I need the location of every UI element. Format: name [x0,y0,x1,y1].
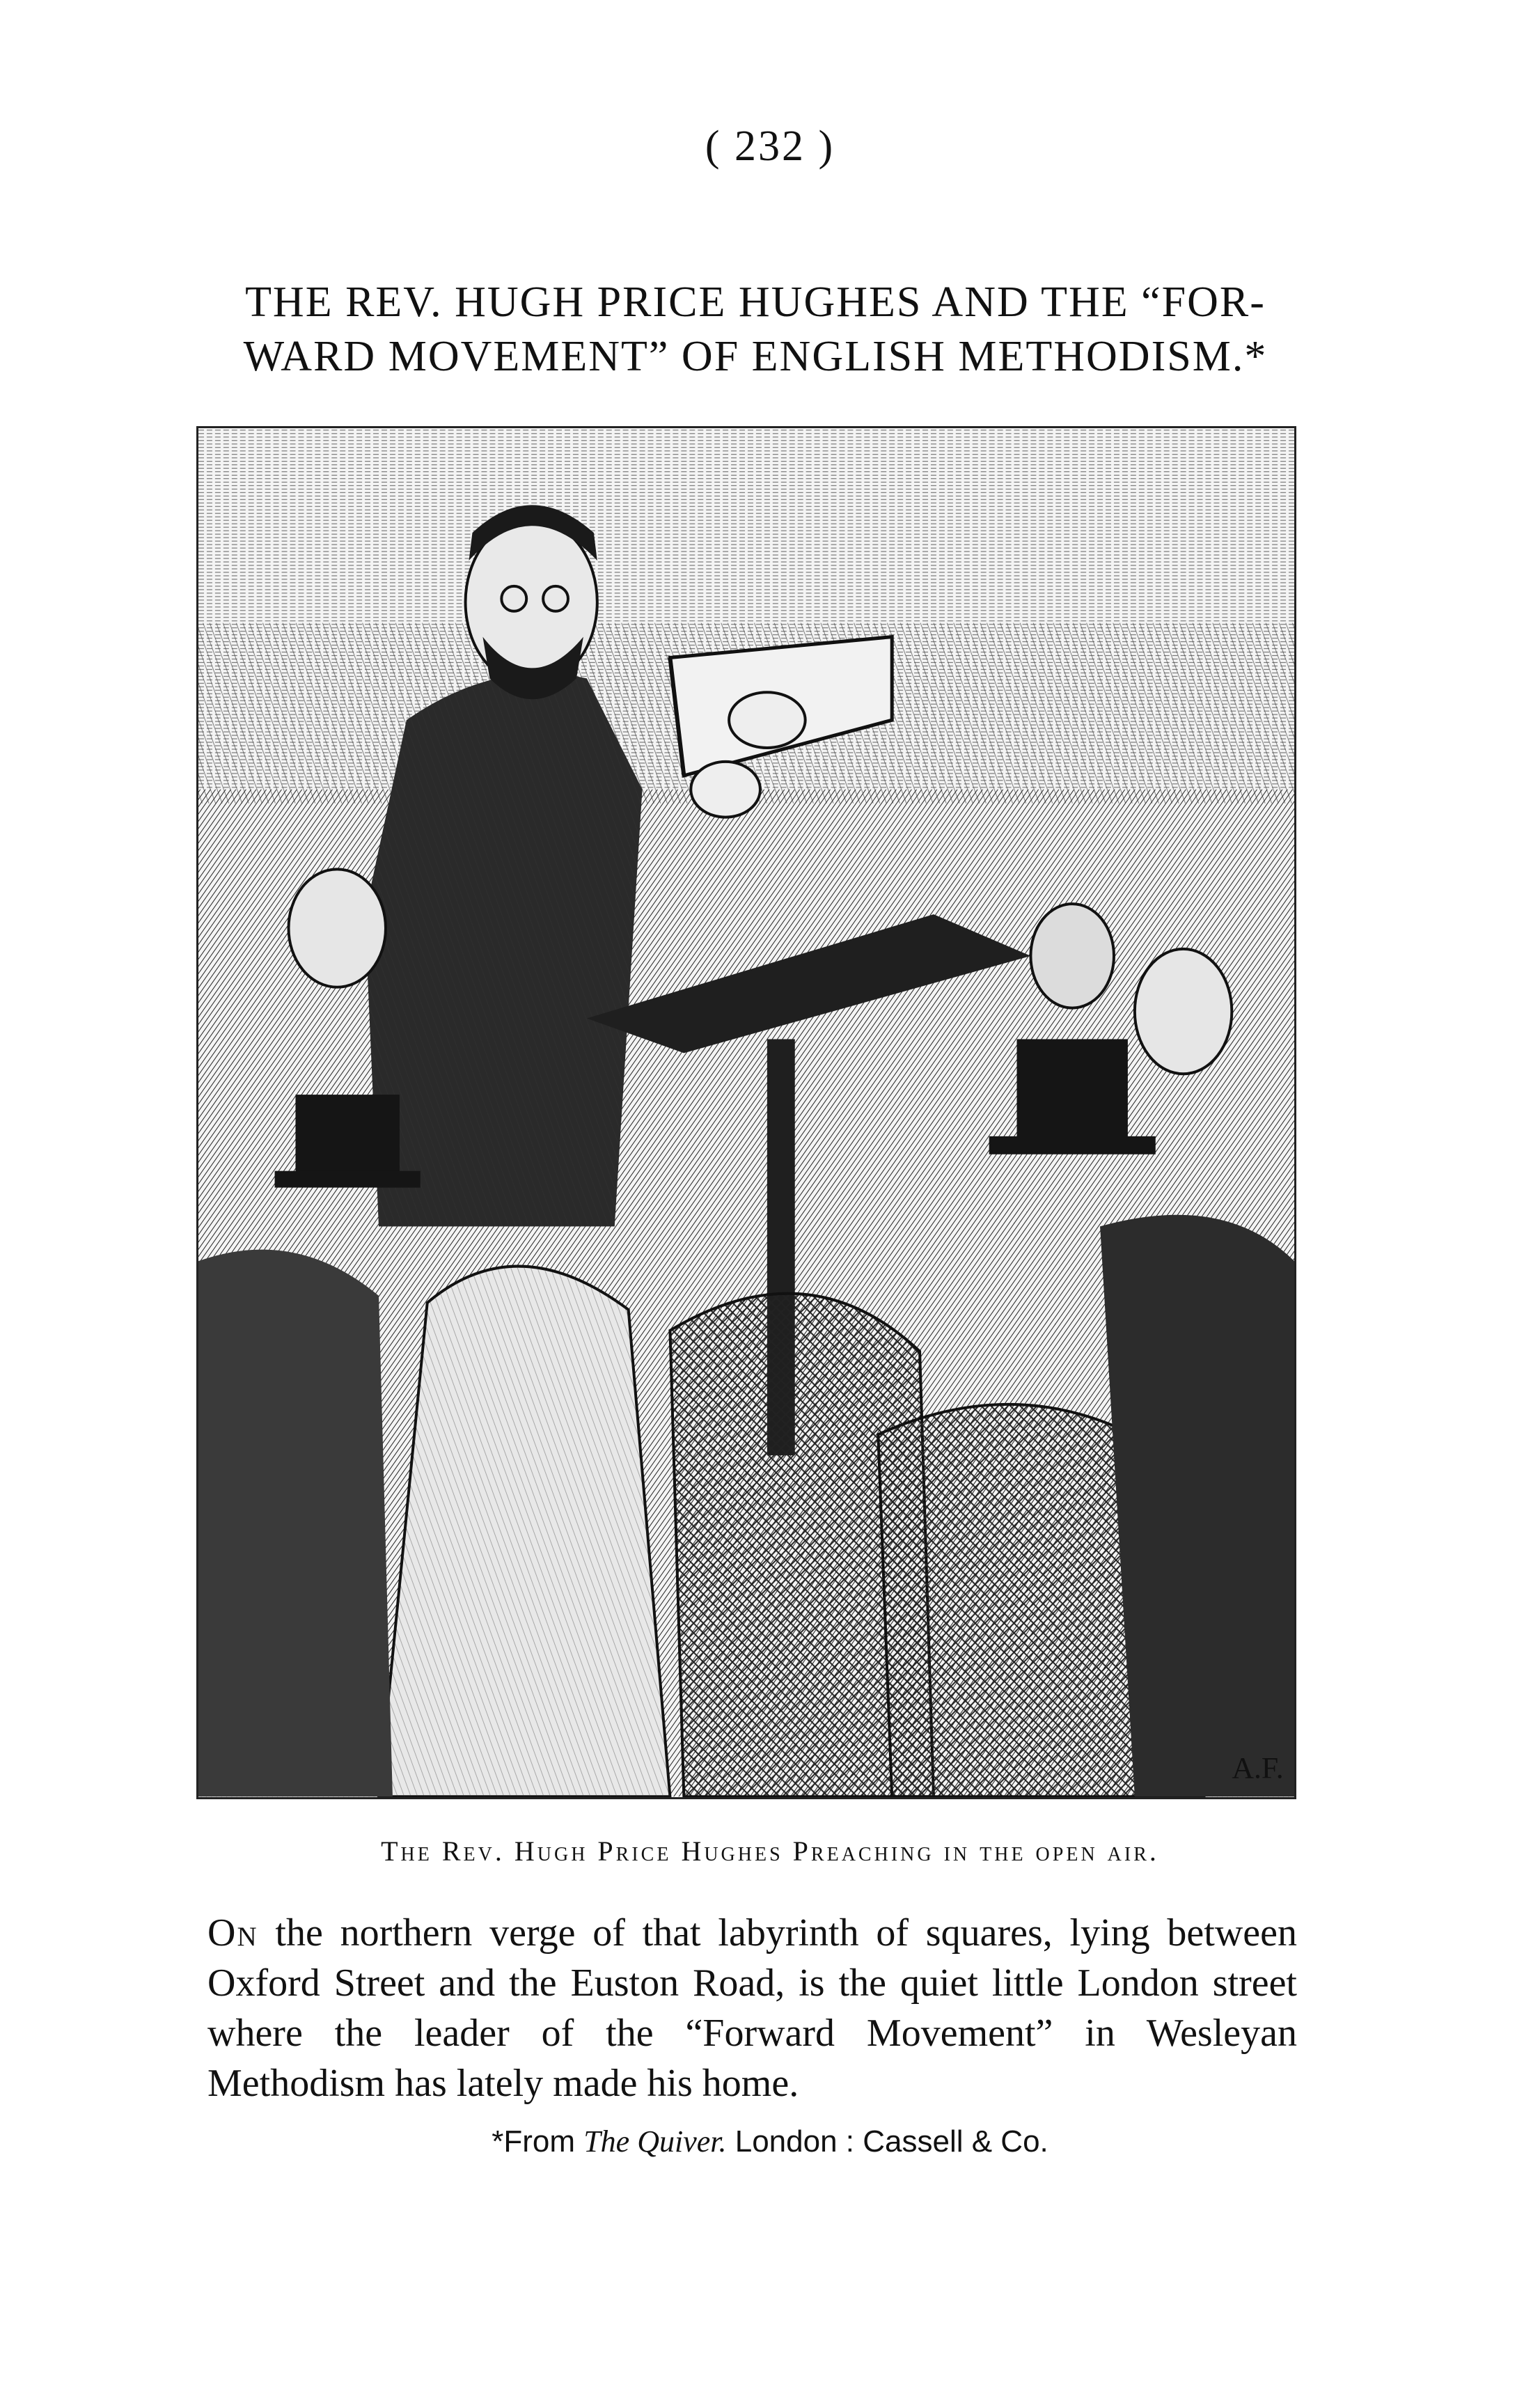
footnote-suffix: London : Cassell & Co. [726,2124,1048,2159]
artist-signature: A.F. [1232,1751,1284,1785]
engraving-illustration [196,426,1296,1799]
page-title [209,275,1302,384]
title-line-1: THE REV. HUGH PRICE HUGHES AND THE “FOR- [245,279,1266,326]
figure-caption: The Rev. Hugh Price Hughes Preaching in the open air. [381,1835,1159,1867]
body-text: the northern verge of that labyrinth of squares, lying between Oxford Street and the Euston Road, is the quiet little London street where the leader of the “Forward Movement” in Wesleyan Methodism has lately made his home. [207,1911,1297,2105]
body-paragraph [207,1908,1297,2108]
page-number: ( 232 ) [705,123,835,170]
dropcap: On [207,1911,258,1955]
footnote [0,2124,1540,2159]
footnote-prefix: *From [492,2124,584,2159]
footnote-source: The Quiver. [583,2124,727,2159]
title-line-2: WARD MOVEMENT” OF ENGLISH METHODISM.* [243,333,1268,380]
preacher-engraving-icon [198,428,1294,1797]
